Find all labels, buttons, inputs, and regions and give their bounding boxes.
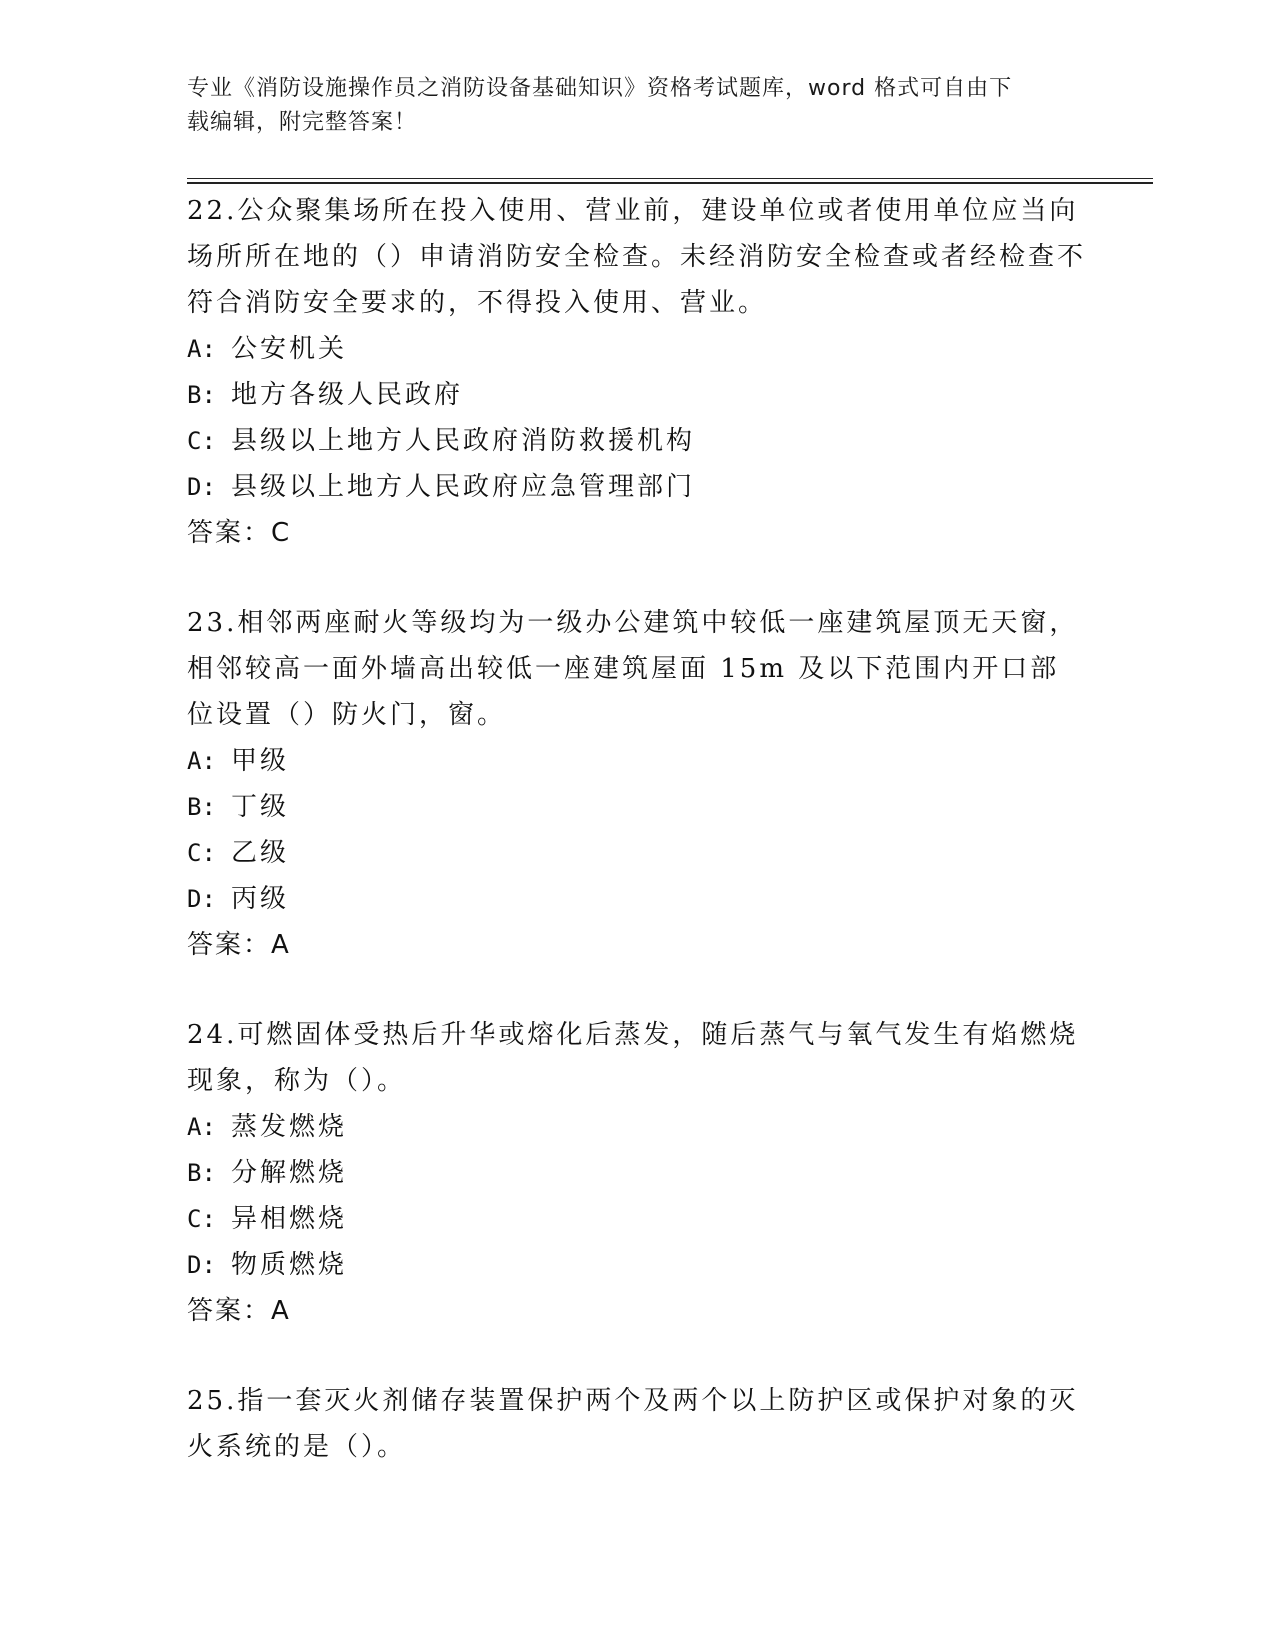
option-text: 公安机关: [231, 334, 348, 364]
question-24: [187, 1012, 1087, 1334]
option-key: C:: [187, 1205, 216, 1233]
option-b: [187, 372, 1087, 418]
option-b: [187, 784, 1087, 830]
option-key: A:: [187, 1113, 216, 1141]
header-divider-thin: [187, 178, 1153, 179]
option-key: D:: [187, 885, 216, 913]
question-22: [187, 188, 1087, 556]
option-text: 乙级: [231, 838, 290, 868]
option-c: [187, 418, 1087, 464]
question-stem: 24.可燃固体受热后升华或熔化后蒸发，随后蒸气与氧气发生有焰燃烧现象，称为（）。: [187, 1020, 1079, 1096]
answer-line: 答案：C: [187, 518, 292, 548]
option-text: 甲级: [231, 746, 290, 776]
option-text: 蒸发燃烧: [231, 1112, 348, 1142]
option-text: 县级以上地方人民政府消防救援机构: [231, 426, 696, 456]
header-line-2: 载编辑，附完整答案！: [187, 110, 418, 135]
option-text: 异相燃烧: [231, 1204, 348, 1234]
option-d: [187, 464, 1087, 510]
option-a: [187, 326, 1087, 372]
option-a: [187, 738, 1087, 784]
header-line-1: 专业《消防设施操作员之消防设备基础知识》资格考试题库，word 格式可自由下: [187, 76, 1013, 101]
option-text: 丁级: [231, 792, 290, 822]
option-c: [187, 830, 1087, 876]
option-text: 物质燃烧: [231, 1250, 348, 1280]
option-text: 县级以上地方人民政府应急管理部门: [231, 472, 696, 502]
option-text: 丙级: [231, 884, 290, 914]
option-key: D:: [187, 1251, 216, 1279]
question-stem: 23.相邻两座耐火等级均为一级办公建筑中较低一座建筑屋顶无天窗，相邻较高一面外墙高出较低一座建筑屋面 15m 及以下范围内开口部位设置（）防火门，窗。: [187, 608, 1079, 730]
option-a: [187, 1104, 1087, 1150]
header-divider-thick: [187, 182, 1153, 184]
option-d: [187, 1242, 1087, 1288]
option-d: [187, 876, 1087, 922]
option-key: A:: [187, 335, 216, 363]
question-23: [187, 600, 1087, 968]
option-key: D:: [187, 473, 216, 501]
header-note: [187, 72, 1087, 140]
option-key: B:: [187, 793, 216, 821]
option-key: C:: [187, 839, 216, 867]
option-text: 地方各级人民政府: [231, 380, 464, 410]
option-key: A:: [187, 747, 216, 775]
option-c: [187, 1196, 1087, 1242]
answer-line: 答案：A: [187, 930, 291, 960]
question-list: [187, 188, 1087, 1514]
option-b: [187, 1150, 1087, 1196]
option-key: B:: [187, 381, 216, 409]
question-stem: 25.指一套灭火剂储存装置保护两个及两个以上防护区或保护对象的灭火系统的是（）。: [187, 1386, 1079, 1462]
option-key: C:: [187, 427, 216, 455]
question-25: [187, 1378, 1087, 1470]
option-key: B:: [187, 1159, 216, 1187]
question-stem: 22.公众聚集场所在投入使用、营业前，建设单位或者使用单位应当向场所所在地的（）申请消防安全检查。未经消防安全检查或者经检查不符合消防安全要求的，不得投入使用、营业。: [187, 196, 1087, 318]
option-text: 分解燃烧: [231, 1158, 348, 1188]
answer-line: 答案：A: [187, 1296, 291, 1326]
